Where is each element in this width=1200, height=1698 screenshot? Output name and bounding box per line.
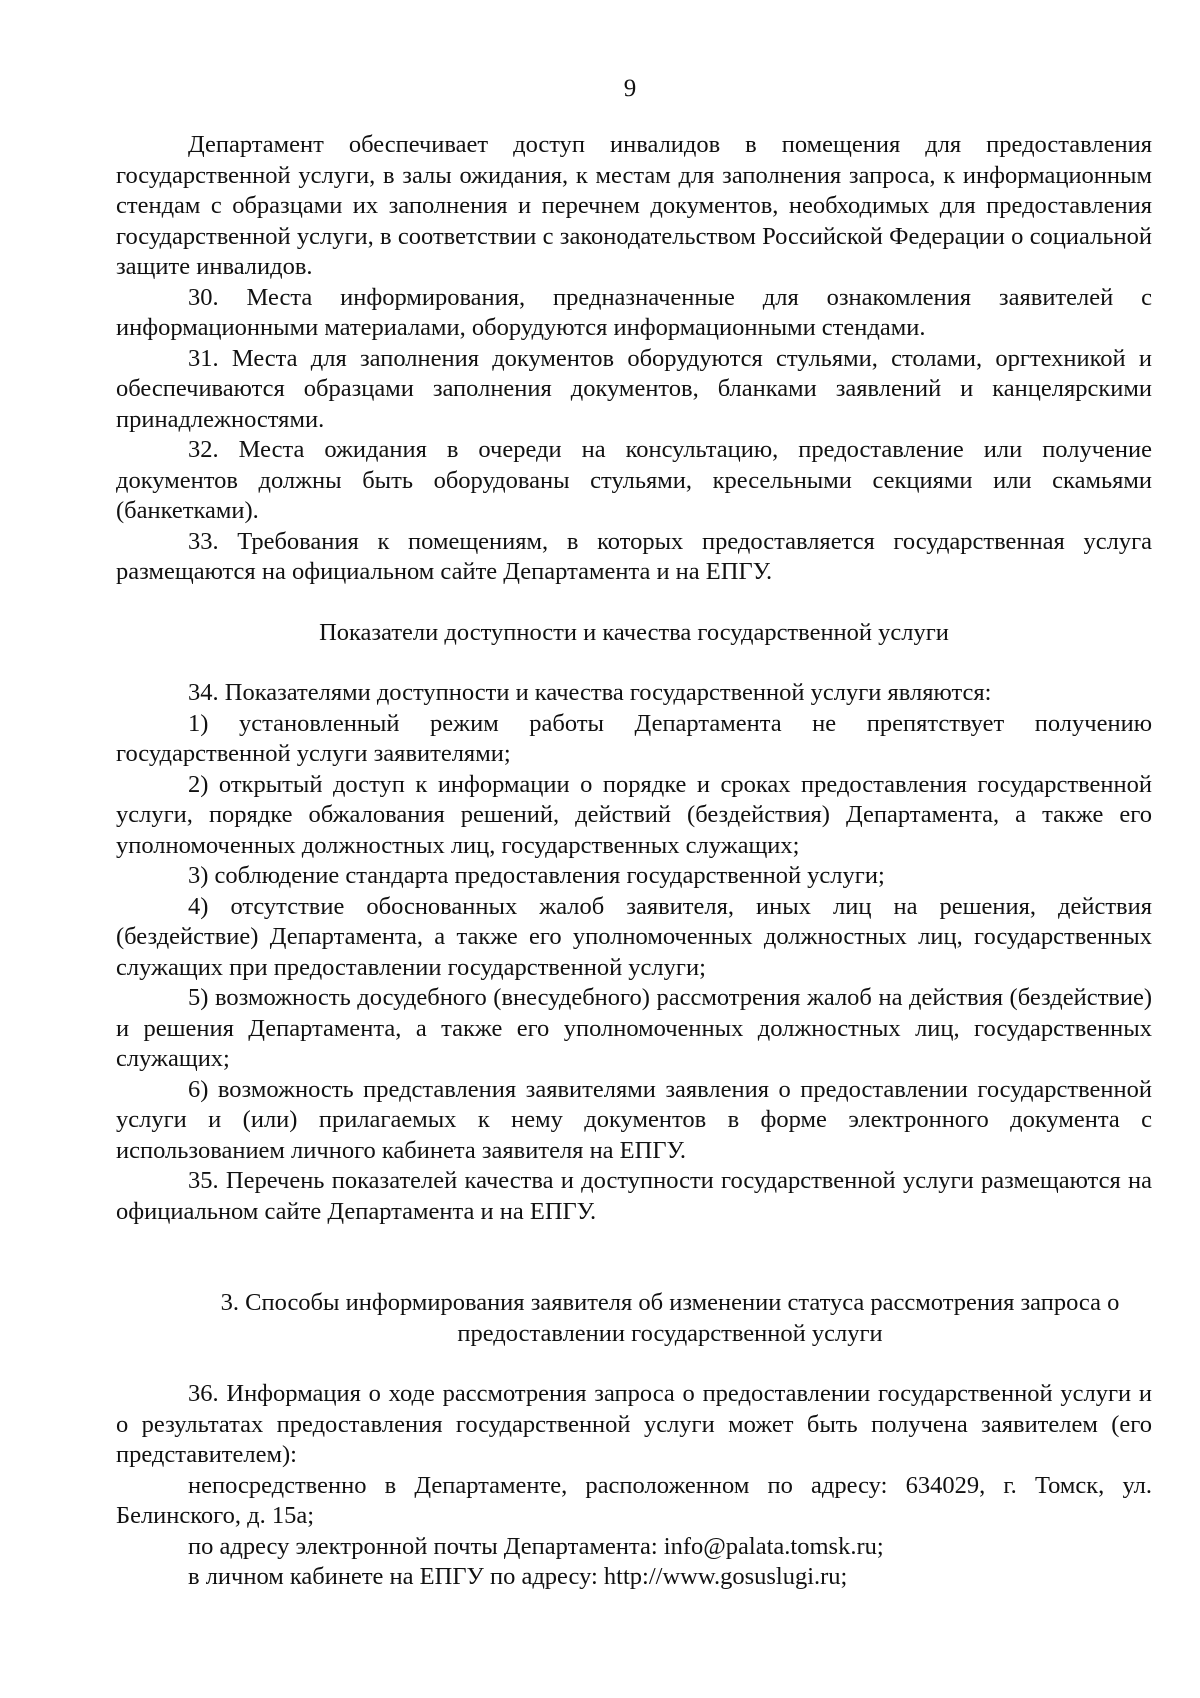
spacer bbox=[116, 1349, 1152, 1379]
paragraph-31: 31. Места для заполнения документов оборудуются стульями, столами, оргтехникой и обеспечиваются образцами заполнения документов, бланками заявлений и канцелярскими принадлежностями. bbox=[116, 344, 1152, 433]
paragraph-34: 34. Показателями доступности и качества государственной услуги являются: bbox=[188, 679, 992, 706]
paragraph-32: 32. Места ожидания в очереди на консультацию, предоставление или получение документов должны быть оборудованы стульями, кресельными секциями или скамьями (банкетками). bbox=[116, 436, 1152, 524]
paragraph-36: 36. Информация о ходе рассмотрения запроса о предоставлении государственной услуги и о результатах предоставления государственной услуги может быть получена заявителем (его представителем): bbox=[116, 1380, 1152, 1468]
paragraph-34-item-4: 4) отсутствие обоснованных жалоб заявителя, иных лиц на решения, действия (бездействие) Департамента, а также его уполномоченных должностных лиц, государственных служащих при предоставлении государственной услуги; bbox=[116, 892, 1152, 981]
heading-section-3: 3. Способы информирования заявителя об изменении статуса рассмотрения запроса о предоставлении государственной услуги bbox=[220, 1289, 1120, 1347]
paragraph-36-cabinet: в личном кабинете на ЕПГУ по адресу: http://www.gosuslugi.ru; bbox=[188, 1563, 848, 1590]
paragraph-34-item-1: 1) установленный режим работы Департамента не препятствует получению государственной услуги заявителями; bbox=[116, 709, 1152, 767]
paragraph-36-direct: непосредственно в Департаменте, расположенном по адресу: 634029, г. Томск, ул. Белинского, д. 15а; bbox=[116, 1471, 1152, 1529]
spacer bbox=[116, 1227, 1152, 1288]
paragraph-36-email: по адресу электронной почты Департамента: info@palata.tomsk.ru; bbox=[188, 1532, 884, 1560]
paragraph-34-item-5: 5) возможность досудебного (внесудебного) рассмотрения жалоб на действия (бездействие) и решения Департамента, а также его уполномоченных должностных лиц, государственных служащих; bbox=[116, 984, 1152, 1072]
spacer bbox=[116, 588, 1152, 618]
paragraph-34-item-6: 6) возможность представления заявителями заявления о предоставлении государственной услуги и (или) прилагаемых к нему документов в форме электронного документа с использованием личного кабинета заявителя на ЕПГУ. bbox=[116, 1075, 1152, 1164]
paragraph-34-item-2: 2) открытый доступ к информации о порядке и сроках предоставления государственной услуги, порядке обжалования решений, действий (бездействия) Департамента, а также его уполномоченных должностных лиц, государственных служащих; bbox=[116, 770, 1152, 859]
heading-indicators: Показатели доступности и качества государственной услуги bbox=[319, 618, 949, 646]
paragraph-34-item-3: 3) соблюдение стандарта предоставления государственной услуги; bbox=[188, 862, 885, 889]
spacer bbox=[116, 648, 1152, 678]
paragraph-30: 30. Места информирования, предназначенные для ознакомления заявителей с информационными материалами, оборудуются информационными стендами. bbox=[116, 283, 1152, 341]
document-body bbox=[116, 130, 1152, 1593]
paragraph-department-access: Департамент обеспечивает доступ инвалидов в помещения для предоставления государственной услуги, в залы ожидания, к местам для заполнения запроса, к информационным стендам с образцами их заполнения и перечнем документов, необходимых для предоставления государственной услуги, в соответствии с законодательством Российской Федерации о социальной защите инвалидов. bbox=[116, 131, 1152, 280]
paragraph-35: 35. Перечень показателей качества и доступности государственной услуги размещаются на официальном сайте Департамента и на ЕПГУ. bbox=[116, 1167, 1152, 1225]
paragraph-33: 33. Требования к помещениям, в которых предоставляется государственная услуга размещаются на официальном сайте Департамента и на ЕПГУ. bbox=[116, 527, 1152, 585]
page-number: 9 bbox=[623, 75, 637, 102]
